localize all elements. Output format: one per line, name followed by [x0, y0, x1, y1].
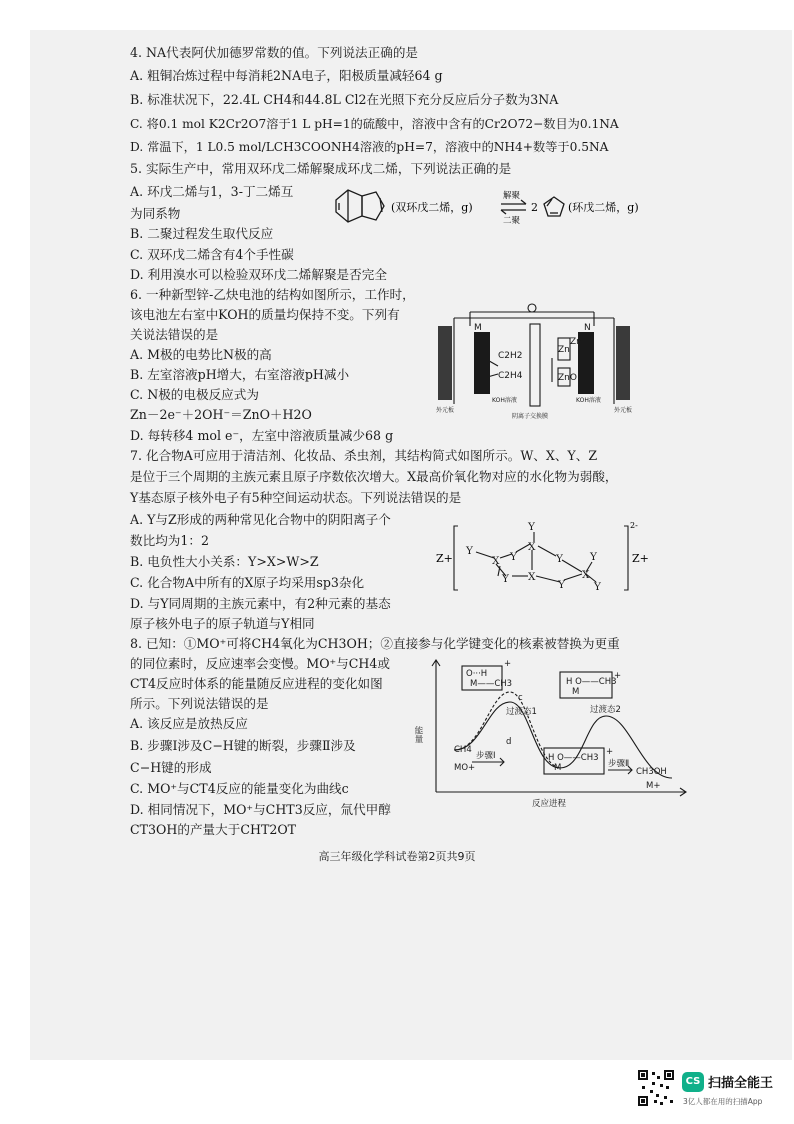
progress-axis-label: 反应进程 — [532, 799, 567, 809]
left-electrode-plate — [438, 326, 452, 400]
q4-option-d: D. 常温下，1 L0.5 mol/LCH3COONH4溶液的pH=7，溶液中的NH4+数等于0.5NA — [130, 140, 609, 154]
cation-left-label: Z+ — [436, 552, 453, 565]
svg-text:Y: Y — [590, 551, 597, 563]
m-electrode-label: M — [474, 323, 482, 333]
q8-option-b-cont: C−H键的形成 — [130, 760, 212, 775]
q7-stem-line3: Y基态原子核外电子有5种空间运动状态。下列说法错误的是 — [130, 490, 462, 505]
svg-text:Y: Y — [556, 553, 563, 565]
q8-stem: 8. 已知：①MO⁺可将CH4氧化为CH3OH；②直接参与化学键变化的核素被替换为更重 — [130, 636, 620, 651]
q7-option-c: C. 化合物A中所有的X原子均采用sp3杂化 — [130, 575, 365, 590]
q7-option-d: D. 与Y同周期的主族元素中，有2种元素的基态 — [130, 596, 391, 611]
q5-option-c: C. 双环戊二烯含有4个手性碳 — [130, 247, 294, 262]
zn-label-2: Zn — [570, 337, 582, 347]
q8-option-d-cont: CT3OH的产量大于CHT2OT — [130, 822, 297, 837]
q8-stem-line3: CT4反应时体系的能量随反应进程的变化如图 — [130, 676, 383, 691]
svg-text:M——CH3: M——CH3 — [470, 679, 513, 689]
left-plate-label: 外元板 — [436, 407, 455, 414]
q7-option-b: B. 电负性大小关系：Y>X>W>Z — [130, 554, 319, 569]
q4-option-c: C. 将0.1 mol K2Cr2O7溶于1 L pH=1的硫酸中，溶液中含有的Cr2O72−数目为0.1NA — [130, 117, 619, 131]
q5-option-a: A. 环戊二烯与1，3-丁二烯互 — [130, 184, 294, 199]
zinc-acetylene-battery-figure — [434, 298, 646, 428]
page-footer: 高三年级化学科试卷第2页共9页 — [318, 850, 476, 863]
membrane-label: 阴离子交换膜 — [512, 413, 549, 420]
curve-d-label: d — [506, 737, 512, 747]
step-2-label: 步骤Ⅱ — [608, 759, 630, 769]
q6-stem-line2: 该电池左右室中KOH的质量均保持不变。下列有 — [130, 307, 400, 322]
q7-stem: 7. 化合物A可应用于清洁剂、化妆品、杀虫剂，其结构简式如图所示。W、X、Y、Z — [130, 448, 598, 463]
energy-axis-label: 能量 — [413, 726, 423, 743]
q6-electrode-equation: Zn－2e⁻＋2OH⁻＝ZnO＋H2O — [130, 407, 312, 422]
svg-text:H O——CH3: H O——CH3 — [566, 677, 617, 687]
svg-text:Y: Y — [510, 551, 517, 563]
q7-option-a: A. Y与Z形成的两种常见化合物中的阴阳离子个 — [130, 512, 391, 527]
c2h4-label: C2H4 — [498, 371, 523, 381]
svg-text:Y: Y — [558, 579, 565, 591]
svg-text:Y: Y — [502, 573, 509, 585]
cyclopentadiene-label: (环戊二烯，g) — [568, 201, 639, 214]
q8-option-b: B. 步骤Ⅰ涉及C−H键的断裂，步骤Ⅱ涉及 — [130, 738, 356, 753]
q4-stem: 4. NA代表阿伏加德罗常数的值。下列说法正确的是 — [130, 45, 419, 60]
transition-state-2-label: 过渡态2 — [590, 705, 621, 715]
m-electrode — [474, 332, 490, 394]
q6-option-a: A. M极的电势比N极的高 — [130, 347, 272, 362]
dicyclopentadiene-label: (双环戊二烯，g) — [391, 201, 473, 214]
q5-option-b: B. 二聚过程发生取代反应 — [130, 226, 274, 241]
q8-option-c: C. MO⁺与CT4反应的能量变化为曲线c — [130, 781, 349, 796]
compound-a-structure-figure — [436, 518, 656, 598]
dicyclopentadiene-equilibrium-figure — [328, 182, 658, 232]
q8-option-d: D. 相同情况下，MO⁺与CHT3反应，氚代甲醇 — [130, 802, 391, 817]
svg-text:X: X — [582, 569, 590, 581]
svg-text:+: + — [504, 659, 512, 669]
q4-option-a: A. 粗铜冶炼过程中每消耗2NA电子，阳极质量减轻64 g — [130, 68, 443, 83]
q6-stem: 6. 一种新型锌-乙炔电池的结构如图所示，工作时， — [130, 287, 415, 302]
svg-text:M: M — [572, 687, 580, 697]
q7-option-a-cont: 数比均为1：2 — [130, 533, 209, 548]
q6-option-b: B. 左室溶液pH增大，右室溶液pH减小 — [130, 367, 350, 382]
svg-text:H O——CH3: H O——CH3 — [548, 753, 599, 763]
q8-stem-line4: 所示。下列说法错误的是 — [130, 696, 269, 711]
step-1-label: 步骤Ⅰ — [476, 751, 496, 761]
svg-text:M: M — [554, 763, 562, 773]
q8-option-a: A. 该反应是放热反应 — [130, 716, 248, 731]
depolymerize-label: 解聚 — [503, 191, 521, 201]
left-koh-label: KOH溶液 — [492, 397, 517, 404]
reactant-ch4-label: CH4 — [454, 745, 472, 755]
zn-label-1: Zn — [558, 345, 570, 355]
q4-option-b: B. 标准状况下，22.4L CH4和44.8L Cl2在光照下充分反应后分子数为3NA — [130, 92, 559, 107]
svg-text:X: X — [528, 571, 536, 583]
svg-text:X: X — [528, 541, 536, 553]
svg-text:Y: Y — [528, 521, 535, 533]
svg-text:X: X — [492, 555, 500, 567]
qr-code-icon — [636, 1068, 676, 1108]
m-plus-label: M+ — [646, 781, 661, 791]
right-electrode-plate — [616, 326, 630, 400]
q8-stem-line2: 的同位素时，反应速率会变慢。MO⁺与CH4或 — [130, 656, 390, 671]
energy-profile-figure — [410, 652, 692, 812]
svg-text:O···H: O···H — [466, 669, 488, 679]
scanner-logo: CS — [682, 1072, 704, 1092]
q6-stem-line3: 关说法错误的是 — [130, 327, 219, 342]
cation-right-label: Z+ — [632, 552, 649, 565]
q7-stem-line2: 是位于三个周期的主族元素且原子序数依次增大。X最高价氧化物对应的水化物为弱酸， — [130, 469, 618, 484]
anion-charge-label: 2- — [630, 521, 638, 530]
c2h2-label: C2H2 — [498, 351, 523, 361]
svg-text:Y: Y — [594, 581, 601, 593]
svg-text:+: + — [606, 747, 614, 757]
product-label: CH3OH — [636, 767, 667, 777]
right-plate-label: 外元板 — [614, 407, 633, 414]
scanner-tagline: 3亿人都在用的扫描App — [683, 1097, 763, 1106]
q5-stem: 5. 实际生产中，常用双环戊二烯解聚成环戊二烯，下列说法正确的是 — [130, 161, 512, 176]
q6-option-d: D. 每转移4 mol e⁻，左室中溶液质量减少68 g — [130, 428, 394, 443]
transition-state-1-label: 过渡态1 — [506, 707, 537, 717]
scanner-watermark — [636, 1068, 786, 1114]
reactant-mo-label: MO+ — [454, 763, 476, 773]
right-koh-label: KOH溶液 — [576, 397, 601, 404]
svg-text:Y: Y — [466, 545, 473, 557]
q6-option-c: C. N极的电极反应式为 — [130, 387, 259, 402]
q5-option-d: D. 利用溴水可以检验双环戊二烯解聚是否完全 — [130, 267, 387, 282]
scanner-app-name: 扫描全能王 — [708, 1076, 774, 1091]
curve-c-label: c — [518, 693, 523, 703]
dimerize-label: 二聚 — [503, 216, 521, 226]
svg-text:+: + — [614, 671, 622, 681]
q5-option-a-cont: 为同系物 — [130, 206, 181, 221]
q7-option-d-cont: 原子核外电子的原子轨道与Y相同 — [130, 616, 315, 631]
coefficient-label: 2 — [531, 201, 538, 214]
zno-label: ZnO — [558, 373, 577, 383]
n-electrode-label: N — [584, 323, 591, 333]
